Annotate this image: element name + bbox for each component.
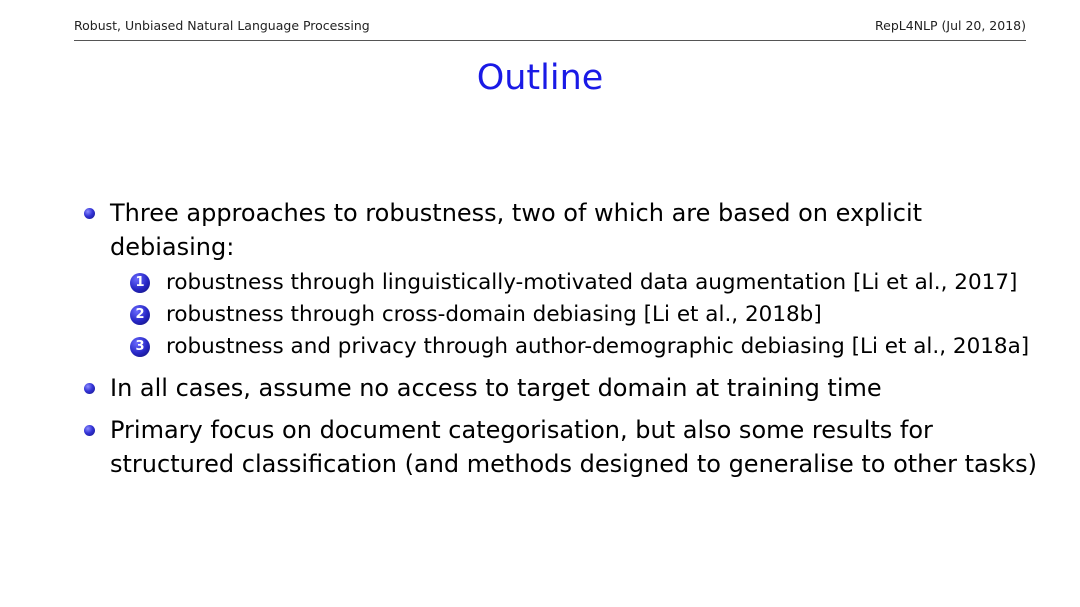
number-3-icon: 3 [130,337,150,357]
bullet-text: Primary focus on document categorisation, but also some results for structured classification (and methods designed to generalise to other tasks) [110,416,1038,478]
bullet-item-approaches [82,196,1042,363]
bullet-item-focus [82,413,1042,481]
number-1-icon: 1 [130,273,150,293]
subitem-text: robustness through linguistically-motivated data augmentation [Li et al., 2017] [166,270,1018,295]
subitem-approach-2 [110,299,1042,331]
subitem-approach-3 [110,331,1042,363]
subitem-text: robustness through cross-domain debiasing [Li et al., 2018b] [166,302,822,327]
slide-title: Outline [476,58,604,98]
bullet-icon [84,208,95,219]
bullet-text: Three approaches to robustness, two of which are based on explicit debiasing: [110,199,923,261]
bullet-icon [84,425,95,436]
bullet-icon [84,383,95,394]
bullet-text: In all cases, assume no access to target domain at training time [110,374,882,402]
approaches-sublist [110,267,1042,363]
outline-list [82,196,1042,481]
header-event-date: RepL4NLP (Jul 20, 2018) [875,18,1026,33]
header-presentation-title: Robust, Unbiased Natural Language Processing [74,18,370,33]
subitem-text: robustness and privacy through author-demographic debiasing [Li et al., 2018a] [166,334,1030,359]
number-2-icon: 2 [130,305,150,325]
bullet-item-assumption [82,371,1042,405]
slide-header [74,16,1026,41]
subitem-approach-1 [110,267,1042,299]
